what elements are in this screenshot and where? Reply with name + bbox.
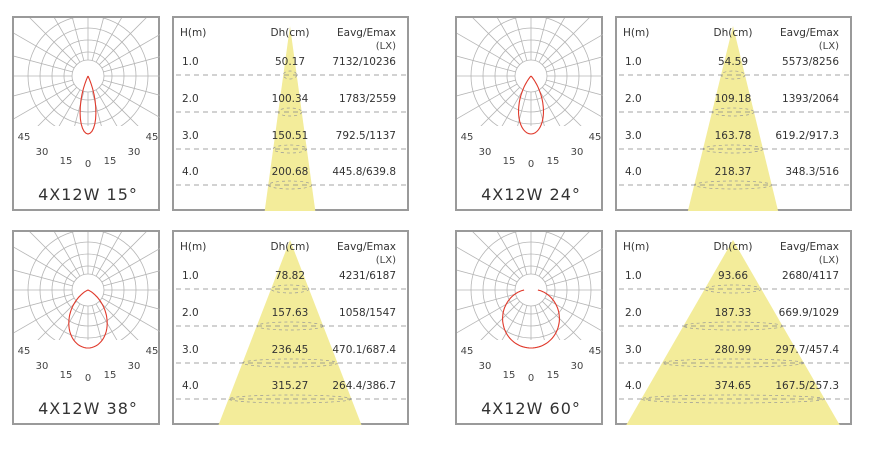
angle-label: 0 xyxy=(527,373,535,384)
row-diameter: 374.65 xyxy=(714,380,752,392)
angle-label: 0 xyxy=(84,373,92,384)
polar-spoke xyxy=(444,53,515,72)
row-diameter: 218.37 xyxy=(714,166,752,178)
polar-spoke xyxy=(99,226,151,278)
header-unit: (LX) xyxy=(375,41,396,52)
angle-label: 30 xyxy=(570,147,584,158)
header-unit: (LX) xyxy=(818,255,839,266)
polar-spoke xyxy=(24,87,76,139)
light-beam-cone xyxy=(626,240,839,425)
row-height: 4.0 xyxy=(625,166,642,178)
light-beam-cone xyxy=(219,240,362,425)
row-illuminance: 297.7/457.4 xyxy=(775,344,839,356)
angle-label: 30 xyxy=(478,147,492,158)
light-beam-cone xyxy=(688,26,778,211)
angle-label: 15 xyxy=(103,156,117,167)
row-height: 1.0 xyxy=(625,270,642,282)
row-diameter: 100.34 xyxy=(271,93,309,105)
row-diameter: 109.18 xyxy=(714,93,752,105)
row-height: 2.0 xyxy=(182,93,199,105)
header-illuminance: Eavg/Emax xyxy=(337,241,396,253)
angle-label: 30 xyxy=(478,361,492,372)
polar-spoke xyxy=(103,80,174,99)
illuminance-chart xyxy=(174,232,411,427)
photometric-panel xyxy=(455,16,852,216)
row-illuminance: 5573/8256 xyxy=(782,56,839,68)
polar-spoke xyxy=(542,226,594,278)
angle-label: 15 xyxy=(546,370,560,381)
light-beam-cone xyxy=(265,26,316,211)
polar-spoke xyxy=(546,267,617,286)
photometric-panel xyxy=(12,16,409,216)
polar-spoke xyxy=(103,53,174,72)
row-diameter: 150.51 xyxy=(271,130,309,142)
polar-spoke xyxy=(467,87,519,139)
header-height: H(m) xyxy=(180,27,207,39)
row-diameter: 50.17 xyxy=(274,56,306,68)
angle-label: 15 xyxy=(59,370,73,381)
angle-label: 45 xyxy=(460,132,474,143)
polar-diagram-box xyxy=(12,230,160,425)
polar-diagram xyxy=(457,232,605,427)
polar-spoke xyxy=(24,12,76,64)
row-diameter: 200.68 xyxy=(271,166,309,178)
row-diameter: 315.27 xyxy=(271,380,309,392)
row-height: 3.0 xyxy=(182,344,199,356)
polar-spoke xyxy=(535,91,554,162)
polar-spoke xyxy=(99,12,151,64)
row-diameter: 54.59 xyxy=(717,56,749,68)
angle-label: 15 xyxy=(546,156,560,167)
row-diameter: 78.82 xyxy=(274,270,306,282)
polar-spoke xyxy=(508,91,527,162)
illuminance-chart xyxy=(174,18,411,213)
row-height: 4.0 xyxy=(625,380,642,392)
row-illuminance: 669.9/1029 xyxy=(778,307,839,319)
angle-label: 45 xyxy=(17,346,31,357)
angle-label: 45 xyxy=(17,132,31,143)
polar-center xyxy=(515,274,547,306)
row-illuminance: 7132/10236 xyxy=(332,56,396,68)
illuminance-table xyxy=(615,230,852,425)
polar-spoke xyxy=(103,267,174,286)
row-height: 2.0 xyxy=(625,307,642,319)
header-height: H(m) xyxy=(623,27,650,39)
polar-spoke xyxy=(1,294,72,313)
row-illuminance: 445.8/639.8 xyxy=(332,166,396,178)
polar-diagram xyxy=(14,18,162,213)
row-illuminance: 1783/2559 xyxy=(339,93,396,105)
row-illuminance: 264.4/386.7 xyxy=(332,380,396,392)
polar-diagram-box xyxy=(12,16,160,211)
angle-label: 45 xyxy=(460,346,474,357)
polar-spoke xyxy=(467,12,519,64)
row-diameter: 93.66 xyxy=(717,270,749,282)
angle-label: 15 xyxy=(103,370,117,381)
angle-label: 30 xyxy=(127,361,141,372)
polar-diagram-box xyxy=(455,16,603,211)
polar-spoke xyxy=(1,80,72,99)
header-illuminance: Eavg/Emax xyxy=(780,27,839,39)
row-illuminance: 167.5/257.3 xyxy=(775,380,839,392)
angle-label: 45 xyxy=(588,346,602,357)
row-illuminance: 792.5/1137 xyxy=(335,130,396,142)
angle-label: 0 xyxy=(527,159,535,170)
polar-spoke xyxy=(444,294,515,313)
polar-diagram xyxy=(457,18,605,213)
header-illuminance: Eavg/Emax xyxy=(780,241,839,253)
row-height: 3.0 xyxy=(625,344,642,356)
polar-spoke xyxy=(1,53,72,72)
header-diameter: Dh(cm) xyxy=(270,27,310,39)
angle-label: 15 xyxy=(502,370,516,381)
angle-label: 45 xyxy=(145,346,159,357)
row-diameter: 157.63 xyxy=(271,307,309,319)
polar-spoke xyxy=(467,226,519,278)
panel-caption: 4X12W 60° xyxy=(481,399,581,418)
row-height: 4.0 xyxy=(182,166,199,178)
header-diameter: Dh(cm) xyxy=(713,241,753,253)
illuminance-chart xyxy=(617,18,854,213)
angle-label: 30 xyxy=(570,361,584,372)
polar-spoke xyxy=(542,87,594,139)
row-height: 4.0 xyxy=(182,380,199,392)
row-illuminance: 1393/2064 xyxy=(782,93,839,105)
row-height: 2.0 xyxy=(625,93,642,105)
row-height: 3.0 xyxy=(182,130,199,142)
polar-diagram-box xyxy=(455,230,603,425)
angle-label: 30 xyxy=(35,361,49,372)
polar-spoke xyxy=(546,80,617,99)
polar-spoke xyxy=(546,53,617,72)
row-height: 1.0 xyxy=(182,270,199,282)
row-diameter: 163.78 xyxy=(714,130,752,142)
angle-label: 15 xyxy=(59,156,73,167)
angle-label: 0 xyxy=(84,159,92,170)
row-illuminance: 1058/1547 xyxy=(339,307,396,319)
angle-label: 30 xyxy=(35,147,49,158)
header-diameter: Dh(cm) xyxy=(270,241,310,253)
panel-caption: 4X12W 24° xyxy=(481,185,581,204)
row-diameter: 280.99 xyxy=(714,344,752,356)
angle-label: 15 xyxy=(502,156,516,167)
polar-spoke xyxy=(467,301,519,353)
polar-spoke xyxy=(99,87,151,139)
photometric-panel xyxy=(12,230,409,430)
row-illuminance: 4231/6187 xyxy=(339,270,396,282)
angle-label: 45 xyxy=(588,132,602,143)
polar-spoke xyxy=(535,305,554,376)
polar-spoke xyxy=(546,294,617,313)
photometric-panel xyxy=(455,230,852,430)
polar-spoke xyxy=(542,12,594,64)
polar-spoke xyxy=(508,305,527,376)
row-height: 1.0 xyxy=(182,56,199,68)
polar-spoke xyxy=(444,80,515,99)
illuminance-chart xyxy=(617,232,854,427)
panel-caption: 4X12W 38° xyxy=(38,399,138,418)
row-diameter: 187.33 xyxy=(714,307,752,319)
angle-label: 30 xyxy=(127,147,141,158)
row-illuminance: 348.3/516 xyxy=(785,166,839,178)
row-illuminance: 470.1/687.4 xyxy=(332,344,396,356)
header-height: H(m) xyxy=(180,241,207,253)
illuminance-table xyxy=(615,16,852,211)
row-height: 1.0 xyxy=(625,56,642,68)
header-illuminance: Eavg/Emax xyxy=(337,27,396,39)
row-height: 2.0 xyxy=(182,307,199,319)
polar-spoke xyxy=(542,301,594,353)
header-unit: (LX) xyxy=(375,255,396,266)
polar-spoke xyxy=(24,226,76,278)
illuminance-table xyxy=(172,230,409,425)
polar-spoke xyxy=(1,267,72,286)
angle-label: 45 xyxy=(145,132,159,143)
panel-caption: 4X12W 15° xyxy=(38,185,138,204)
header-height: H(m) xyxy=(623,241,650,253)
illuminance-table xyxy=(172,16,409,211)
row-illuminance: 2680/4117 xyxy=(782,270,839,282)
polar-spoke xyxy=(103,294,174,313)
row-illuminance: 619.2/917.3 xyxy=(775,130,839,142)
polar-spoke xyxy=(444,267,515,286)
polar-diagram xyxy=(14,232,162,427)
row-diameter: 236.45 xyxy=(271,344,309,356)
row-height: 3.0 xyxy=(625,130,642,142)
header-diameter: Dh(cm) xyxy=(713,27,753,39)
header-unit: (LX) xyxy=(818,41,839,52)
